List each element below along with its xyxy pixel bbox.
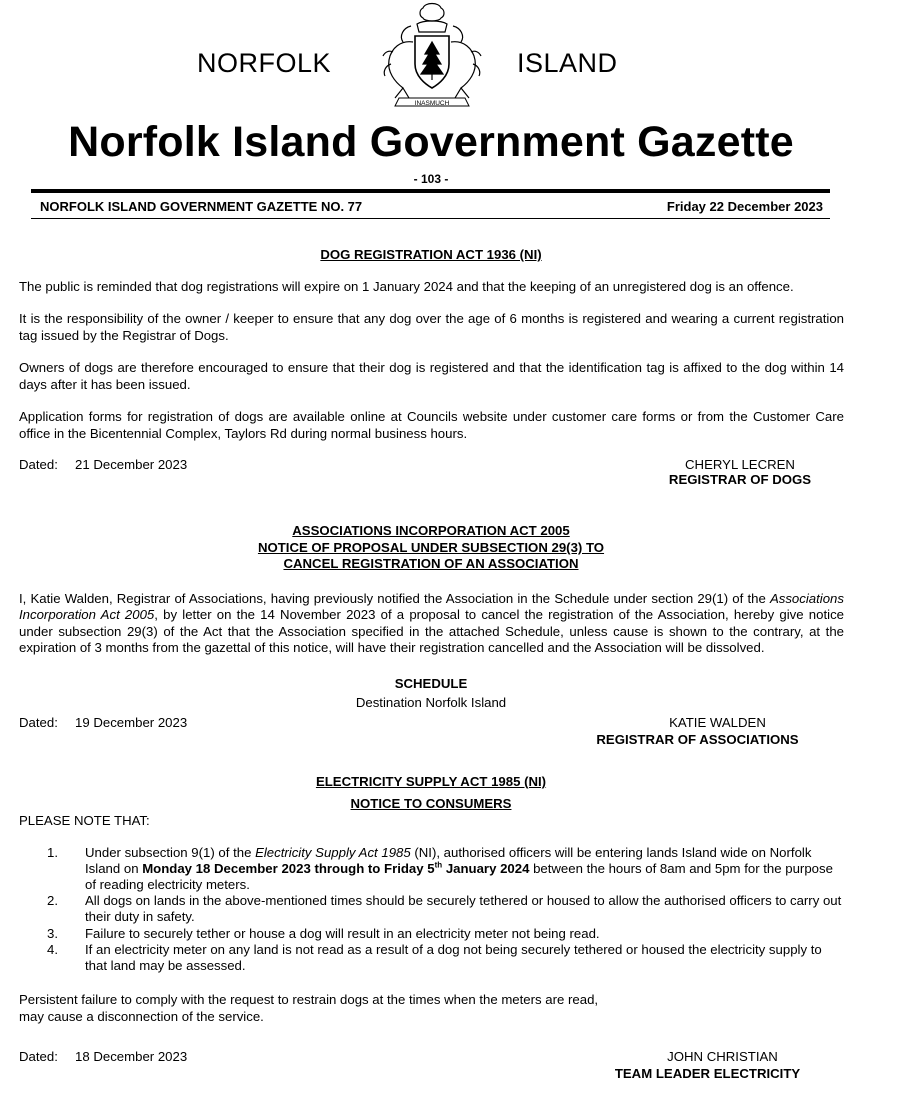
schedule-item: Destination Norfolk Island	[355, 695, 507, 710]
page-number: - 103 -	[413, 172, 449, 186]
masthead-right-word: ISLAND	[517, 48, 618, 78]
signatory-name: JOHN CHRISTIAN	[667, 1049, 778, 1064]
electricity-notice-intro: PLEASE NOTE THAT:	[19, 813, 150, 828]
electricity-notice-subheading: NOTICE TO CONSUMERS	[350, 796, 512, 811]
electricity-notice-heading: ELECTRICITY SUPPLY ACT 1985 (NI)	[315, 774, 547, 789]
assoc-notice-body: I, Katie Walden, Registrar of Associations, having previously notified the Association in the Schedule under section 29(1) of the Associations Incorporation Act 2005, by letter on the 14 November 2023 of a proposal to cancel the registration of the Association, hereby give notice under subsection 29(3) of the Act that the Association specified in the attached Schedule, unless cause is shown to the contrary, at the expiration of 3 months from the gazettal of this notice, will have their registration cancelled and the Association will be dissolved.	[19, 591, 845, 655]
date-range: Monday 18 December 2023 through to Friday 5th January 2024	[142, 860, 530, 876]
list-item: 4. If an electricity meter on any land is not read as a result of a dog not being securely tethered or housed the electricity supply to that land may be assessed.	[47, 942, 822, 973]
list-item: 2. All dogs on lands in the above-mentioned times should be securely tethered or housed to allow the authorised officers to carry out their duty in safety.	[47, 893, 842, 924]
electricity-notice-closing: Persistent failure to comply with the request to restrain dogs at the times when the meters are read, may cause a disconnection of the service.	[19, 992, 599, 1024]
gazette-title: Norfolk Island Government Gazette	[68, 118, 794, 166]
assoc-notice-heading-1: ASSOCIATIONS INCORPORATION ACT 2005	[292, 523, 570, 538]
dog-notice-para-1: The public is reminded that dog registrations will expire on 1 January 2024 and that the keeping of an unregistered dog is an offence.	[19, 279, 794, 294]
dog-notice-para-3: Owners of dogs are therefore encouraged to ensure that their dog is registered and that the identification tag is affixed to the dog within 14 days after it has been issued.	[19, 360, 844, 392]
dog-notice-dated	[19, 457, 188, 472]
dog-notice-para-4: Application forms for registration of dogs are available online at Councils website under customer care forms or from the Customer Care office in the Bicentennial Complex, Taylors Rd during normal business hours.	[19, 409, 844, 441]
issue-row	[40, 199, 823, 214]
act-name: Electricity Supply Act 1985	[255, 845, 411, 860]
signatory-title: REGISTRAR OF ASSOCIATIONS	[596, 732, 799, 747]
issue-number: NORFOLK ISLAND GOVERNMENT GAZETTE NO. 77	[40, 199, 363, 214]
list-item: 1. Under subsection 9(1) of the Electricity Supply Act 1985 (NI), authorised officers will be entering lands Island wide on Norfolk Island on Monday 18 December 2023 through to Friday 5th January 2024 between the hours of 8am and 5pm for the purpose of reading electricity meters.	[47, 845, 833, 892]
electricity-notice-signature	[600, 1049, 815, 1081]
dated-label: Dated:	[19, 457, 58, 472]
dated-label: Dated:	[19, 715, 58, 730]
coat-of-arms-icon	[373, 2, 491, 114]
dog-notice-heading: DOG REGISTRATION ACT 1936 (NI)	[320, 247, 542, 262]
signatory-title: TEAM LEADER ELECTRICITY	[614, 1066, 801, 1081]
dated-label: Dated:	[19, 1049, 58, 1064]
assoc-notice-heading-2: NOTICE OF PROPOSAL UNDER SUBSECTION 29(3) TO	[257, 540, 605, 555]
signatory-title: REGISTRAR OF DOGS	[668, 472, 812, 487]
assoc-notice-dated	[19, 715, 188, 730]
crest-motto: INASMUCH	[414, 100, 450, 107]
dated-value: 21 December 2023	[75, 457, 188, 472]
issue-date: Friday 22 December 2023	[666, 199, 823, 214]
divider-top	[31, 189, 830, 193]
divider-bottom	[31, 218, 830, 219]
dog-notice-para-2: It is the responsibility of the owner / keeper to ensure that any dog over the age of 6 months is registered and wearing a current registration tag issued by the Registrar of Dogs.	[19, 311, 844, 343]
schedule-label: SCHEDULE	[394, 676, 468, 691]
list-item: 3. Failure to securely tether or house a dog will result in an electricity meter not being read.	[47, 926, 600, 941]
electricity-notice-dated	[19, 1049, 188, 1064]
assoc-notice-signature	[580, 715, 815, 747]
signatory-name: CHERYL LECREN	[685, 457, 795, 472]
masthead-left-word: NORFOLK	[197, 48, 332, 78]
act-name: Associations Incorporation Act 2005	[19, 591, 844, 623]
dated-value: 19 December 2023	[75, 715, 188, 730]
dated-value: 18 December 2023	[75, 1049, 188, 1064]
dog-notice-signature	[620, 457, 860, 487]
signatory-name: KATIE WALDEN	[669, 715, 766, 730]
assoc-notice-heading-3: CANCEL REGISTRATION OF AN ASSOCIATION	[283, 556, 579, 571]
